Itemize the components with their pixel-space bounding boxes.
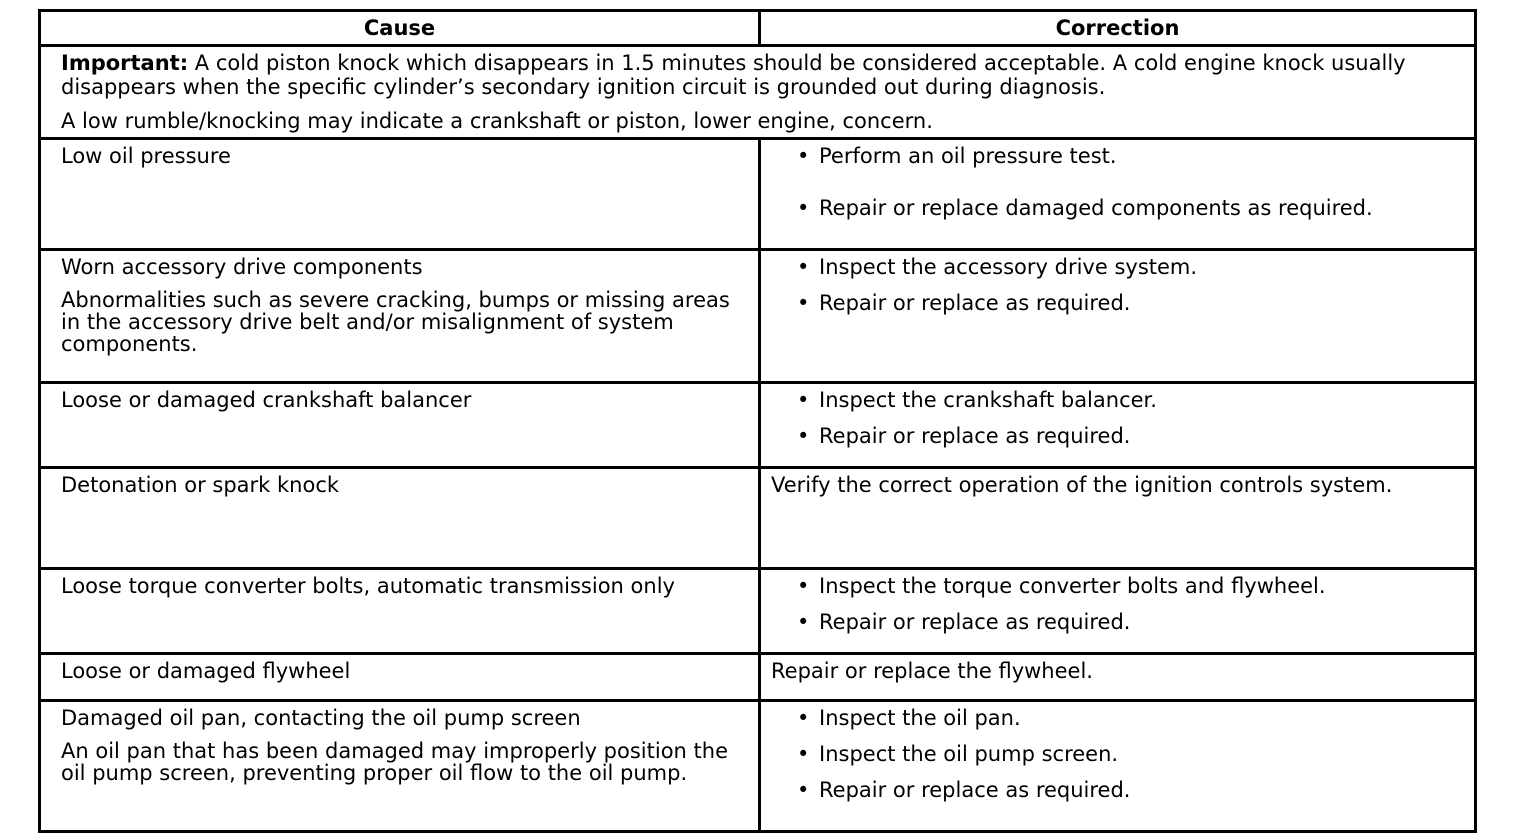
cause-detail: An oil pan that has been damaged may improperly position the oil pump screen, preventing proper oil flow to the oil pump. [61, 739, 728, 785]
correction-text: Perform an oil pressure test. [819, 144, 1117, 168]
correction-cell [760, 468, 1476, 569]
correction-text: Inspect the oil pump screen. [819, 742, 1119, 766]
bullet-icon: • [797, 610, 810, 634]
table-row [40, 139, 1476, 250]
correction-text: Inspect the accessory drive system. [819, 255, 1198, 279]
correction-text: Repair or replace the flywheel. [771, 659, 1093, 683]
cause-cell [40, 569, 760, 654]
correction-cell [760, 654, 1476, 701]
correction-cell [760, 250, 1476, 383]
correction-text: Verify the correct operation of the ignition controls system. [771, 473, 1393, 497]
diagnostic-table [38, 9, 1477, 833]
important-note [40, 46, 1476, 139]
table-row [40, 654, 1476, 701]
header-row [40, 11, 1476, 46]
table-row [40, 701, 1476, 832]
cause-text: Low oil pressure [61, 144, 231, 168]
correction-text: Inspect the crankshaft balancer. [819, 388, 1157, 412]
correction-item [771, 706, 1464, 730]
correction-list [771, 706, 1464, 802]
table-row [40, 468, 1476, 569]
correction-cell [760, 701, 1476, 832]
cause-text: Loose or damaged crankshaft balancer [61, 388, 472, 412]
correction-cell [760, 569, 1476, 654]
important-note-row [40, 46, 1476, 139]
cause-cell [40, 383, 760, 468]
correction-text: Repair or replace as required. [819, 291, 1131, 315]
bullet-icon: • [797, 742, 810, 766]
cause-detail: Abnormalities such as severe cracking, bumps or missing areas in the accessory drive belt and/or misalignment of system components. [61, 288, 730, 356]
correction-text: Repair or replace as required. [819, 610, 1131, 634]
correction-list [771, 255, 1464, 315]
correction-item [771, 424, 1464, 448]
bullet-icon: • [797, 291, 810, 315]
table-row [40, 383, 1476, 468]
correction-cell [760, 139, 1476, 250]
correction-item [771, 196, 1464, 220]
correction-text: Repair or replace damaged components as required. [819, 196, 1373, 220]
correction-list [771, 144, 1464, 220]
correction-item [771, 291, 1464, 315]
important-label: Important: [61, 51, 189, 75]
bullet-icon: • [797, 196, 810, 220]
important-note-paragraph [61, 51, 1456, 99]
correction-item [771, 388, 1464, 412]
bullet-icon: • [797, 424, 810, 448]
cause-text: Damaged oil pan, contacting the oil pump screen [61, 706, 581, 730]
bullet-icon: • [797, 144, 810, 168]
bullet-icon: • [797, 255, 810, 279]
correction-item [771, 144, 1464, 168]
cause-cell [40, 468, 760, 569]
correction-header: Correction [760, 11, 1476, 46]
table-row [40, 569, 1476, 654]
bullet-icon: • [797, 574, 810, 598]
cause-header: Cause [40, 11, 760, 46]
cause-text: Loose or damaged flywheel [61, 659, 351, 683]
cause-text: Detonation or spark knock [61, 473, 340, 497]
correction-list [771, 388, 1464, 448]
table-row [40, 250, 1476, 383]
correction-item [771, 742, 1464, 766]
cause-cell [40, 250, 760, 383]
correction-text: Inspect the oil pan. [819, 706, 1021, 730]
correction-text: Inspect the torque converter bolts and flywheel. [819, 574, 1326, 598]
correction-cell [760, 383, 1476, 468]
cause-cell [40, 139, 760, 250]
important-note-second: A low rumble/knocking may indicate a crankshaft or piston, lower engine, concern. [61, 109, 933, 133]
correction-item [771, 574, 1464, 598]
cause-text: Worn accessory drive components [61, 255, 423, 279]
correction-item [771, 778, 1464, 802]
correction-item [771, 255, 1464, 279]
important-text: A cold piston knock which disappears in 1.5 minutes should be considered acceptable. A cold engine knock usually disappears when the specific cylinder’s secondary ignition circuit is grounded out during diagnosis. [61, 51, 1406, 99]
cause-text: Loose torque converter bolts, automatic transmission only [61, 574, 675, 598]
bullet-icon: • [797, 388, 810, 412]
cause-cell [40, 654, 760, 701]
correction-item [771, 610, 1464, 634]
cause-cell [40, 701, 760, 832]
correction-text: Repair or replace as required. [819, 424, 1131, 448]
correction-list [771, 574, 1464, 634]
bullet-icon: • [797, 706, 810, 730]
correction-text: Repair or replace as required. [819, 778, 1131, 802]
bullet-icon: • [797, 778, 810, 802]
